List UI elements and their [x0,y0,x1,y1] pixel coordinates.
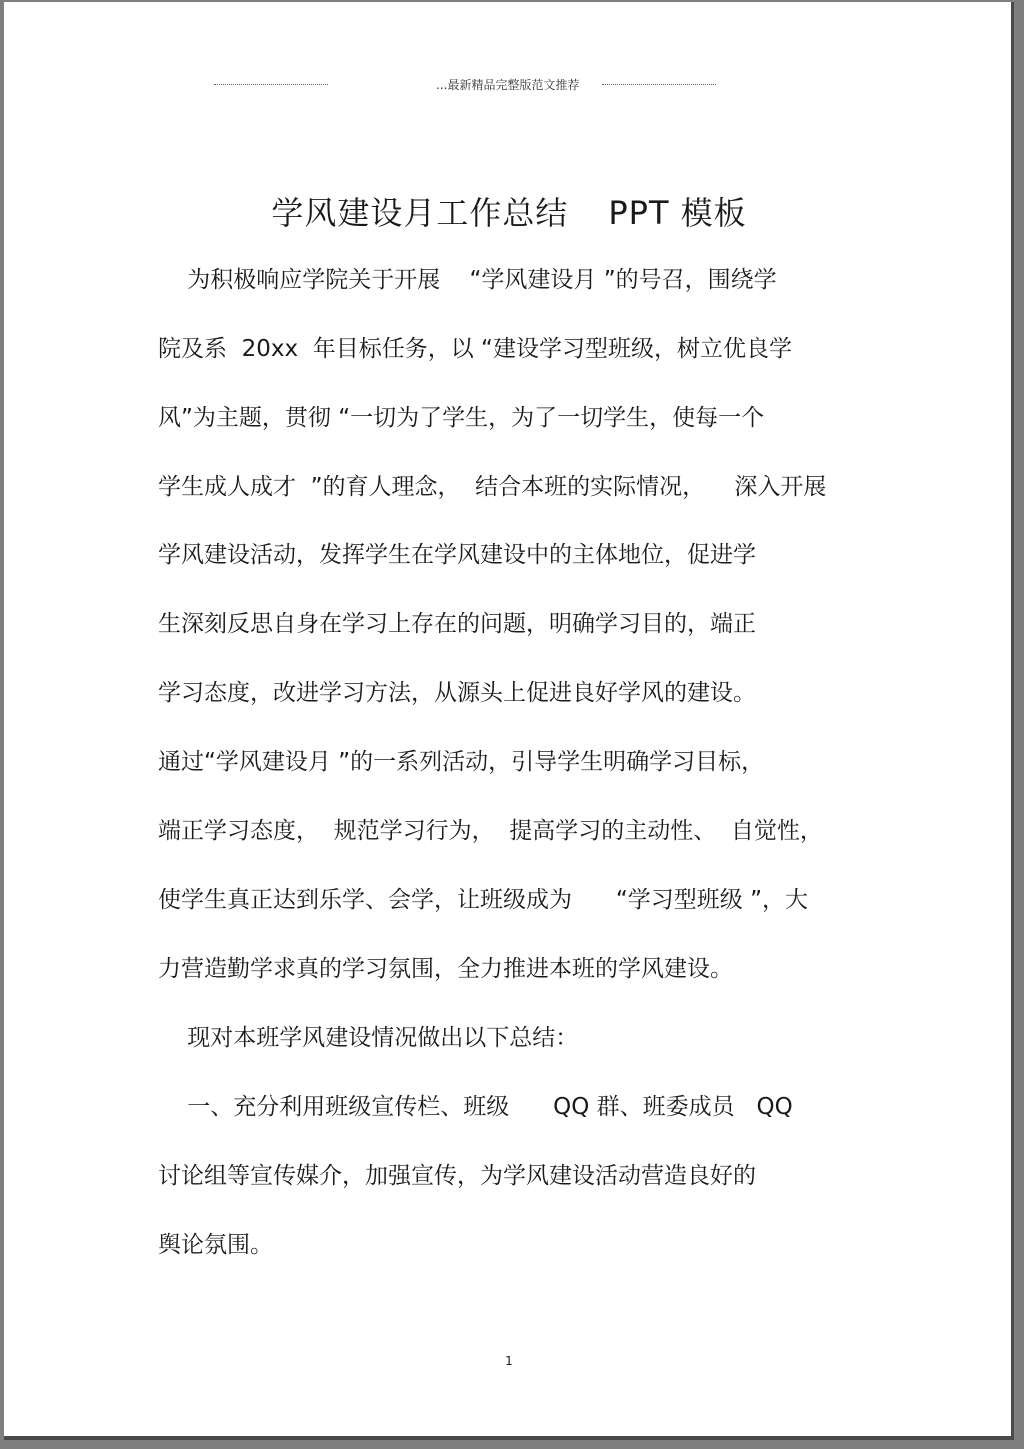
header-dotted-rule-left [214,84,328,85]
body-line: 力营造勤学求真的学习氛围，全力推进本班的学风建设。 [158,956,733,982]
header-dotted-rule-right [602,84,716,85]
document-title [4,188,1014,234]
page-header [214,75,716,95]
body-line: 舆论氛围。 [158,1232,273,1258]
body-line: 端正学习态度， 规范学习行为， 提高学习的主动性、 自觉性， [158,818,823,844]
body-line: 学生成人成才 ”的育人理念， 结合本班的实际情况， 深入开展 [158,474,827,500]
body-line: 现对本班学风建设情况做出以下总结： [158,1025,579,1051]
body-line: 生深刻反思自身在学习上存在的问题，明确学习目的，端正 [158,611,756,637]
body-line: 学风建设活动，发挥学生在学风建设中的主体地位，促进学 [158,542,756,568]
header-text: ...最新精品完整版范文推荐 [436,78,580,92]
body-line: 讨论组等宣传媒介，加强宣传，为学风建设活动营造良好的 [158,1163,756,1189]
body-line: 通过“学风建设月 ”的一系列活动，引导学生明确学习目标， [158,749,765,775]
body-line: 一、充分利用班级宣传栏、班级 QQ 群、班委成员 QQ [158,1094,793,1120]
document-page [4,2,1014,1440]
page-number: 1 [505,1354,513,1368]
body-line: 为积极响应学院关于开展 “学风建设月 ”的号召，围绕学 [158,267,777,293]
body-line: 风”为主题，贯彻 “一切为了学生，为了一切学生，使每一个 [158,405,765,431]
title-suffix: PPT 模板 [608,194,747,232]
body-line: 学习态度，改进学习方法，从源头上促进良好学风的建设。 [158,680,756,706]
body-line: 院及系 20xx 年目标任务，以 “建设学习型班级，树立优良学 [158,336,792,362]
body-line: 使学生真正达到乐学、会学，让班级成为 “学习型班级 ”，大 [158,887,809,913]
title-main: 学风建设月工作总结 [271,194,569,232]
